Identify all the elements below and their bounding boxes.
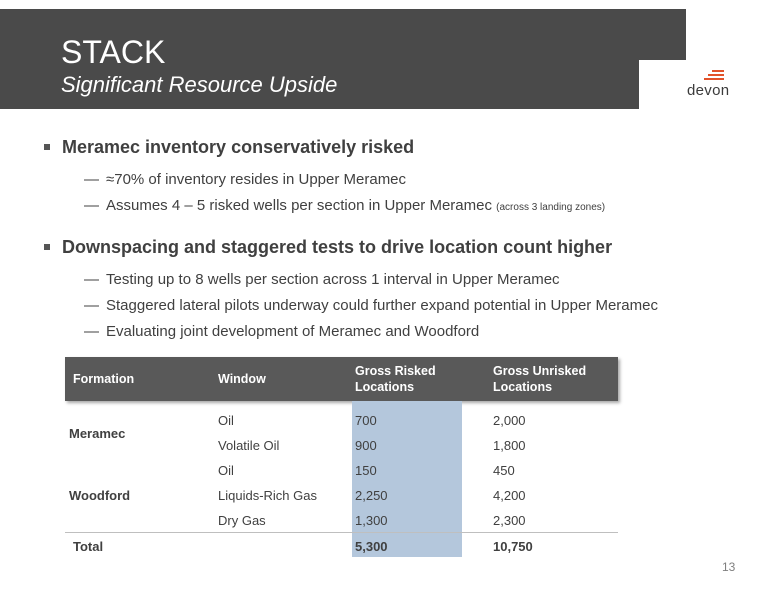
unrisked-cell: 2,300: [493, 513, 526, 528]
dash-bullet: —: [84, 297, 99, 314]
sub-bullet-item: [42, 267, 742, 293]
sub-bullet-text: Assumes 4 – 5 risked wells per section in Upper Meramec: [106, 197, 497, 214]
window-cell: Dry Gas: [218, 513, 266, 528]
sub-bullet-item: [42, 167, 742, 193]
square-bullet-icon: [44, 144, 50, 150]
sub-bullet-note: (across 3 landing zones): [496, 202, 606, 213]
bullet-text: Downspacing and staggered tests to drive location count higher: [62, 237, 613, 257]
total-unrisked: 10,750: [493, 539, 533, 554]
bullet-group-2: [42, 235, 742, 345]
locations-table: [65, 357, 618, 554]
logo-mark-icon: [704, 70, 724, 82]
unrisked-cell: 450: [493, 463, 515, 478]
slide-title: STACK: [61, 34, 166, 70]
window-cell: Oil: [218, 413, 234, 428]
unrisked-cell: 2,000: [493, 413, 526, 428]
sub-bullet-item: [42, 319, 742, 345]
sub-bullet-item: [42, 293, 742, 319]
window-cell: Liquids-Rich Gas: [218, 488, 317, 503]
window-cell: Oil: [218, 463, 234, 478]
dash-bullet: —: [84, 197, 99, 214]
slide-subtitle: Significant Resource Upside: [61, 72, 338, 97]
formation-cell: Woodford: [69, 488, 131, 503]
unrisked-cell: 4,200: [493, 488, 526, 503]
window-cell: Volatile Oil: [218, 438, 280, 453]
bullet-list: [42, 135, 742, 359]
unrisked-cell: 1,800: [493, 438, 526, 453]
total-risked: 5,300: [355, 539, 388, 554]
risked-cell: 900: [355, 438, 377, 453]
total-divider: [65, 532, 618, 533]
sub-bullet-text: Evaluating joint development of Meramec and Woodford: [106, 323, 480, 340]
square-bullet-icon: [44, 244, 50, 250]
logo-notch: [639, 60, 689, 112]
header-formation: Formation: [73, 372, 135, 386]
sub-bullet-text: Testing up to 8 wells per section across 1 interval in Upper Meramec: [106, 271, 560, 288]
devon-logo: [683, 70, 743, 98]
total-label: Total: [73, 539, 104, 554]
header-unrisked-line2: Locations: [493, 380, 553, 394]
dash-bullet: —: [84, 323, 99, 340]
table-header: [65, 357, 618, 401]
page-number: 13: [722, 560, 736, 574]
header-risked-line1: Gross Risked: [355, 364, 436, 378]
risked-cell: 2,250: [355, 488, 388, 503]
bullet-group-1: [42, 135, 742, 221]
header-window: Window: [218, 372, 266, 386]
header-risked-line2: Locations: [355, 380, 415, 394]
bullet-item: [42, 235, 742, 259]
logo-text: devon: [687, 82, 730, 99]
sub-bullet-item: [42, 193, 742, 221]
risked-cell: 150: [355, 463, 377, 478]
sub-bullet-text: ≈70% of inventory resides in Upper Meramec: [106, 171, 407, 188]
header-unrisked-line1: Gross Unrisked: [493, 364, 587, 378]
sub-bullet-text: Staggered lateral pilots underway could further expand potential in Upper Meramec: [106, 297, 658, 314]
bullet-item: [42, 135, 742, 159]
dash-bullet: —: [84, 171, 99, 188]
risked-cell: 700: [355, 413, 377, 428]
risked-cell: 1,300: [355, 513, 388, 528]
dash-bullet: —: [84, 271, 99, 288]
bullet-text: Meramec inventory conservatively risked: [62, 137, 415, 157]
formation-cell: Meramec: [69, 426, 126, 441]
